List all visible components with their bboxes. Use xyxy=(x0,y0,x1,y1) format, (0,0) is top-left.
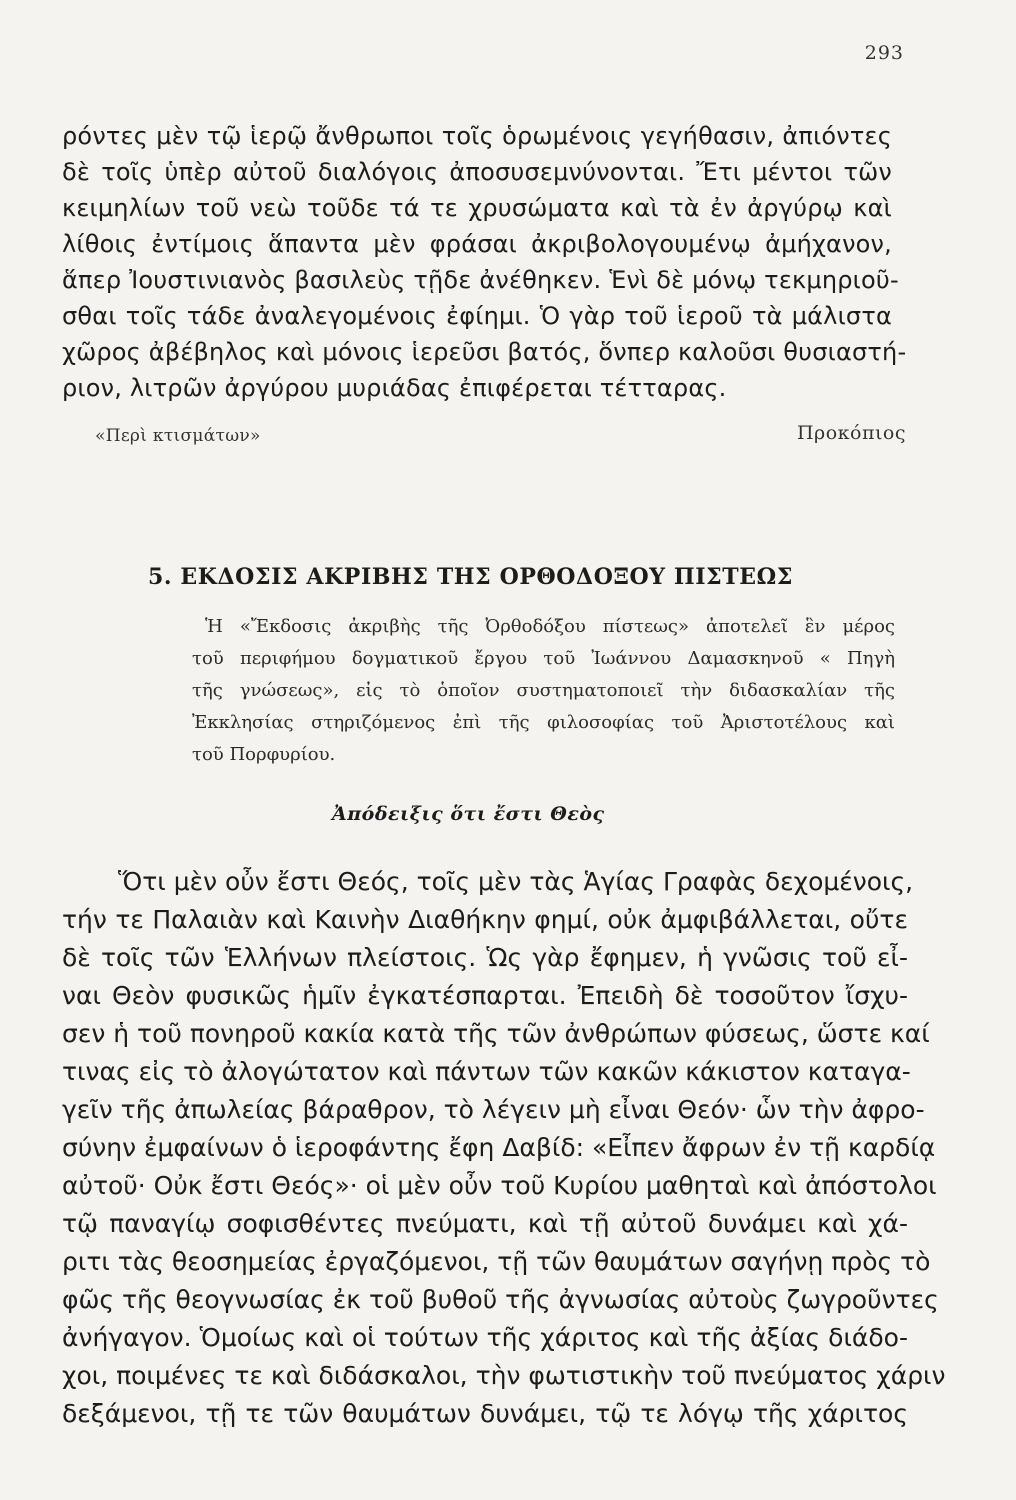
intro-line: Ἐκκλησίας στηριζόμενος ἐπὶ τῆς φιλοσοφίας τοῦ Ἀριστοτέλους καὶ xyxy=(192,712,895,733)
text-line: γεῖν τῆς ἀπωλείας βάραθρον, τὸ λέγειν μὴ εἶναι Θεόν· ὧν τὴν ἀφρο- xyxy=(62,1095,925,1124)
text-line: αὐτοῦ· Οὐκ ἔστι Θεός»· οἱ μὲν οὖν τοῦ Κυρίου μαθηταὶ καὶ ἀπόστολοι xyxy=(62,1171,937,1200)
text-line: δεξάμενοι, τῇ τε τῶν θαυμάτων δυνάμει, τῷ τε λόγῳ τῆς χάριτος xyxy=(62,1399,908,1428)
text-line: Ὅτι μὲν οὖν ἔστι Θεός, τοῖς μὲν τὰς Ἁγίας Γραφὰς δεχομένοις, xyxy=(118,867,914,896)
text-line: δὲ τοῖς τῶν Ἑλλήνων πλείστοις. Ὡς γὰρ ἔφημεν, ἡ γνῶσις τοῦ εἶ- xyxy=(62,943,908,972)
text-line: σθαι τοῖς τάδε ἀναλεγομένοις ἐφίημι. Ὁ γὰρ τοῦ ἱεροῦ τὰ μάλιστα xyxy=(62,302,892,330)
text-line: κειμηλίων τοῦ νεὼ τοῦδε τά τε χρυσώματα καὶ τὰ ἐν ἀργύρῳ καὶ xyxy=(62,194,892,222)
text-line: ρόντες μὲν τῷ ἱερῷ ἄνθρωποι τοῖς ὁρωμένοις γεγήθασιν, ἀπιόντες xyxy=(62,122,892,150)
section-title: 5. ΕΚΔΟΣΙΣ ΑΚΡΙΒΗΣ ΤΗΣ ΟΡΘΟΔΟΞΟΥ ΠΙΣΤΕΩΣ xyxy=(148,564,793,590)
intro-line: Ἡ «Ἔκδοσις ἀκριβὴς τῆς Ὀρθοδόξου πίστεως» ἀποτελεῖ ἓν μέρος xyxy=(205,616,895,637)
text-line: ἀνήγαγον. Ὁμοίως καὶ οἱ τούτων τῆς χάριτος καὶ τῆς ἀξίας διάδο- xyxy=(62,1323,908,1352)
text-line: ναι Θεὸν φυσικῶς ἡμῖν ἐγκατέσπαρται. Ἐπειδὴ δὲ τοσοῦτον ἴσχυ- xyxy=(62,981,908,1010)
text-line: φῶς τῆς θεογνωσίας ἐκ τοῦ βυθοῦ τῆς ἀγνωσίας αὐτοὺς ζωγροῦντες xyxy=(62,1285,939,1314)
page-number: 293 xyxy=(864,42,904,64)
text-line: τινας εἰς τὸ ἀλογώτατον καὶ πάντων τῶν κακῶν κάκιστον καταγα- xyxy=(62,1057,911,1086)
text-line: δὲ τοῖς ὑπὲρ αὐτοῦ διαλόγοις ἀποσυσεμνύνονται. Ἔτι μέντοι τῶν xyxy=(62,158,892,186)
text-line: τῷ παναγίῳ σοφισθέντες πνεύματι, καὶ τῇ αὐτοῦ δυνάμει καὶ χά- xyxy=(62,1209,908,1238)
intro-line: τοῦ περιφήμου δογματικοῦ ἔργου τοῦ Ἰωάννου Δαμασκηνοῦ « Πηγὴ xyxy=(192,648,895,669)
text-line: χῶρος ἀβέβηλος καὶ μόνοις ἱερεῦσι βατός, ὅνπερ καλοῦσι θυσιαστή- xyxy=(62,338,907,366)
text-line: λίθοις ἐντίμοις ἅπαντα μὲν φράσαι ἀκριβολογουμένῳ ἀμήχανον, xyxy=(62,230,892,258)
text-line: ἅπερ Ἰουστινιανὸς βασιλεὺς τῇδε ἀνέθηκεν. Ἑνὶ δὲ μόνῳ τεκμηριοῦ- xyxy=(62,266,899,294)
text-line: χοι, ποιμένες τε καὶ διδάσκαλοι, τὴν φωτιστικὴν τοῦ πνεύματος χάριν xyxy=(62,1361,946,1390)
text-line: ριτι τὰς θεοσημείας ἐργαζόμενοι, τῇ τῶν θαυμάτων σαγήνῃ πρὸς τὸ xyxy=(62,1247,931,1276)
subheading: Ἀπόδειξις ὅτι ἔστι Θεὸς xyxy=(332,803,605,825)
source-citation: «Περὶ κτισμάτων» xyxy=(95,426,261,446)
text-line: σύνην ἐμφαίνων ὁ ἱεροφάντης ἔφη Δαβίδ: «Εἶπεν ἄφρων ἐν τῇ καρδίᾳ xyxy=(62,1133,936,1162)
text-line: σεν ἡ τοῦ πονηροῦ κακία κατὰ τῆς τῶν ἀνθρώπων φύσεως, ὥστε καί xyxy=(62,1019,930,1048)
text-line: τήν τε Παλαιὰν καὶ Καινὴν Διαθήκην φημί, οὐκ ἀμφιβάλλεται, οὔτε xyxy=(62,905,908,934)
author-name: Προκόπιος xyxy=(796,422,906,444)
intro-line: τοῦ Πορφυρίου. xyxy=(192,744,336,765)
text-line: ριον, λιτρῶν ἀργύρου μυριάδας ἐπιφέρεται τέτταρας. xyxy=(62,374,727,402)
intro-line: τῆς γνώσεως», εἰς τὸ ὁποῖον συστηματοποιεῖ τὴν διδασκαλίαν τῆς xyxy=(192,680,895,701)
